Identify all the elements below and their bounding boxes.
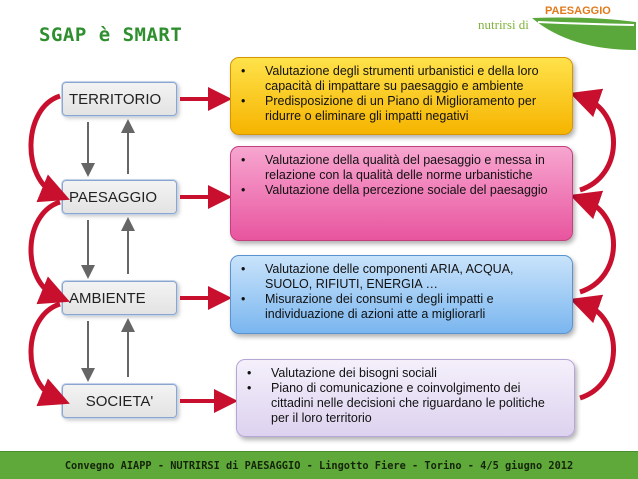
footer-text: Convegno AIAPP - NUTRIRSI di PAESAGGIO - Lingotto Fiere - Torino - 4/5 giugno 2012	[64, 459, 574, 472]
bullet-item: • Valutazione della percezione sociale del paesaggio	[237, 183, 564, 198]
stage-label: TERRITORIO	[69, 90, 162, 108]
footer-bar	[0, 451, 638, 479]
logo-word: PAESAGGIO	[545, 5, 611, 17]
bullet-item: • Misurazione dei consumi e degli impatti e individuazione di azioni atte a migliorarli	[237, 292, 564, 322]
left-curved-arrow	[31, 96, 60, 194]
logo-tagline: nutrirsi di	[478, 17, 529, 32]
bullet-item: • Valutazione della qualità del paesaggio e messa in relazione con la qualità delle norme urbanistiche	[237, 153, 564, 183]
ambiente-box	[230, 255, 573, 334]
left-curved-arrow	[31, 202, 60, 296]
left-curved-arrow	[31, 304, 60, 398]
stage-label: AMBIENTE	[69, 289, 146, 307]
stage-label: PAESAGGIO	[69, 188, 158, 206]
bullet-item: • Valutazione delle componenti ARIA, ACQUA, SUOLO, RIFIUTI, ENERGIA …	[237, 262, 564, 292]
bullet-item: • Predisposizione di un Piano di Miglioramento per ridurre o eliminare gli impatti negativi	[237, 94, 564, 124]
right-curved-arrow	[580, 200, 614, 292]
right-curved-arrow	[580, 304, 614, 398]
bullet-item: • Valutazione degli strumenti urbanistici e della loro capacità di impattare su paesaggio e ambiente	[237, 64, 564, 94]
bullet-item: • Piano di comunicazione e coinvolgimento dei cittadini nelle decisioni che riguardano le politiche per il loro territorio	[243, 381, 566, 426]
right-curved-arrow	[580, 98, 614, 190]
stage-label: SOCIETA'	[85, 392, 154, 410]
bullet-item: • Valutazione dei bisogni sociali	[243, 366, 566, 381]
territorio-box	[230, 57, 573, 135]
societa-box	[236, 359, 575, 437]
page-title: SGAP è SMART	[39, 24, 183, 46]
paesaggio-box	[230, 146, 573, 241]
